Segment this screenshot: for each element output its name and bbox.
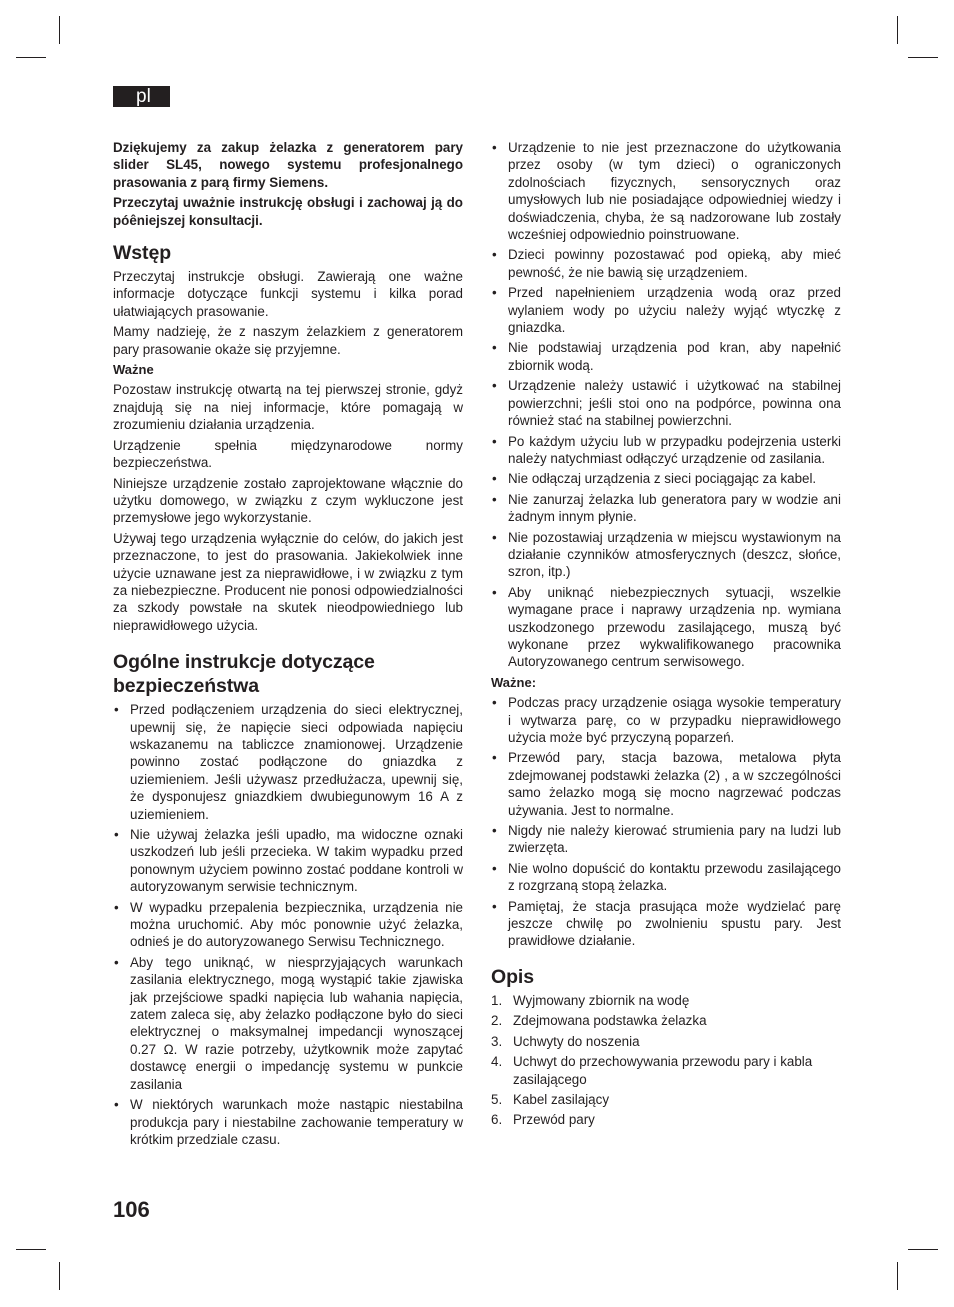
list-item: • Pamiętaj, że stacja prasująca może wydzielać parę jeszcze chwilę po zwolnieniu spustu pary. Jest prawidłowe działanie.: [491, 898, 841, 950]
item-number: 4.: [491, 1054, 503, 1070]
list-item: • Nie odłączaj urządzenia z sieci pociągając za kabel.: [491, 470, 841, 487]
section-heading-opis: Opis: [491, 965, 534, 988]
list-item: • Przed podłączeniem urządzenia do sieci elektrycznej, upewnij się, że napięcie sieci odpowiada napięciu wskazanemu na tabliczce znamionowej. Urządzenie powinno zostać podłączone do gniazdka z uziemieniem. Jeśli używasz przedłużacza, upewnij się, że dysponujesz gniazdkiem dwubiegunowym 16 A z uziemieniem.: [113, 701, 463, 823]
item-number: 6.: [491, 1112, 503, 1128]
crop-mark: [59, 1262, 60, 1290]
crop-mark: [908, 57, 938, 58]
list-item: • W niektórych warunkach może nastąpic niestabilna produkcja pary i niestabilne zachowanie temperatury w krótkim przedziale czasu.: [113, 1096, 463, 1148]
item-text: Przewód pary: [513, 1112, 595, 1128]
note-label: Ważne: [113, 362, 154, 378]
list-item: • Nie pozostawiaj urządzenia w miejscu wystawionym na działanie czynników atmosferycznych (deszcz, słońce, szron, itp.): [491, 529, 841, 581]
paragraph: Pozostaw instrukcję otwartą na tej pierwszej stronie, gdyż znajdują się na niej informacje, które pomagają w zrozumieniu działania urządzenia.: [113, 382, 463, 433]
list-item: [491, 1091, 841, 1108]
item-number: 1.: [491, 992, 503, 1008]
list-item: • Nie zanurzaj żelazka lub generatora pary w wodzie ani żadnym innym płynie.: [491, 491, 841, 526]
item-text: Wyjmowany zbiornik na wodę: [513, 992, 690, 1008]
item-text: Uchwyty do noszenia: [513, 1033, 640, 1049]
intro-paragraph: Dziękujemy za zakup żelazka z generatorem pary slider SL45, nowego systemu profesjonalnego prasowania z parą firmy Siemens.: [113, 140, 463, 190]
right-column: [491, 139, 841, 1132]
list-item: • Nigdy nie należy kierować strumienia pary na ludzi lub zwierzęta.: [491, 822, 841, 857]
paragraph: Niniejsze urządzenie zostało zaprojektowane włącznie do użytku domowego, w związku z czym wykluczone jest przemysłowe jego wykorzystanie.: [113, 475, 463, 526]
item-text: Zdejmowana podstawka żelazka: [513, 1013, 707, 1029]
parts-list: [491, 992, 841, 1129]
list-item: • Nie wolno dopuścić do kontaktu przewodu zasilającego z rozgrzaną stopą żelazka.: [491, 860, 841, 895]
list-item: • Po każdym użyciu lub w przypadku podejrzenia usterki należy natychmiast odłączyć urządzenie od zasilania.: [491, 433, 841, 468]
item-number: 5.: [491, 1091, 503, 1107]
list-item: [491, 1033, 841, 1050]
language-tab: pl: [113, 86, 170, 107]
paragraph: Przeczytaj instrukcje obsługi. Zawierają one ważne informacje dotyczące funkcji systemu i kilka porad ułatwiających prasowanie.: [113, 269, 463, 319]
list-item: • Dzieci powinny pozostawać pod opieką, aby mieć pewność, że nie bawią się urządzeniem.: [491, 246, 841, 281]
crop-mark: [16, 57, 46, 58]
list-item: • Nie podstawiaj urządzenia pod kran, aby napełnić zbiornik wodą.: [491, 339, 841, 374]
item-number: 3.: [491, 1033, 503, 1049]
crop-mark: [897, 1262, 898, 1290]
note-label: Ważne:: [491, 674, 537, 690]
list-item: • Przewód pary, stacja bazowa, metalowa płyta zdejmowanej podstawki żelazka (2) , a w szczególności samo żelazko mogą się mocno nagrzewać podczas używania. Jest to normalne.: [491, 749, 841, 819]
intro-paragraph: Przeczytaj uważnie instrukcję obsługi i zachowaj ją do póêniejszej konsultacji.: [113, 195, 463, 228]
list-item: [491, 1053, 841, 1088]
list-item: • Aby uniknąć niebezpiecznych sytuacji, wszelkie wymagane prace i naprawy urządzenia np. wymiana uszkodzonego przewodu zasilającego, muszą być wykonane przez wykwalifikowanego pracownika Autoryzowanego centrum serwisowego.: [491, 584, 841, 671]
section-heading-safety: Ogólne instrukcje dotyczące bezpieczeństwa: [113, 651, 375, 698]
paragraph: Mamy nadzieję, że z naszym żelazkiem z generatorem pary prasowanie okaże się przyjemne.: [113, 324, 463, 357]
page-number: 106: [113, 1197, 150, 1222]
list-item: • Przed napełnieniem urządzenia wodą oraz przed wylaniem wody po użyciu należy wyjąć wtyczkę z gniazdka.: [491, 284, 841, 336]
section-heading-wstep: Wstęp: [113, 242, 172, 265]
crop-mark: [16, 1249, 46, 1250]
left-column: [113, 139, 463, 1151]
warning-list: [491, 694, 841, 950]
paragraph: Urządzenie spełnia międzynarodowe normy bezpieczeństwa.: [113, 437, 463, 471]
crop-mark: [908, 1249, 938, 1250]
list-item: • Podczas pracy urządzenie osiąga wysokie temperatury i wytwarza parę, co w przypadku nieprawidłowego użycia może być przyczyną poparzeń.: [491, 694, 841, 746]
item-number: 2.: [491, 1013, 503, 1029]
safety-list-continued: [491, 139, 841, 671]
list-item: [491, 1012, 841, 1029]
item-text: Uchwyt do przechowywania przewodu pary i kabla zasilającego: [513, 1054, 813, 1087]
list-item: [491, 1111, 841, 1128]
crop-mark: [897, 16, 898, 44]
item-text: Kabel zasilający: [513, 1091, 610, 1107]
list-item: • Aby tego uniknąć, w niesprzyjających warunkach zasilania elektrycznego, mogą wystąpić takie zjawiska jak przejściowe spadki napięcia lub wahania napięcia, zatem zaleca się, aby żelazko podłączone było do sieci elektrycznej o maksymalnej impedancji wynoszącej 0.27 Ω. W razie potrzeby, użytkownik może zapytać dostawcę energii o impedancję systemu w punkcie zasilania: [113, 954, 463, 1093]
paragraph: Używaj tego urządzenia wyłącznie do celów, do jakich jest przeznaczone, to jest do prasowania. Jakiekolwiek inne użycie uznawane jest za nieprawidłowe, i w związku z tym za niebezpieczne. Producent nie ponosi odpowiedzialności za szkody powstałe na skutek nieodpowiedniego lub nieprawidłowego użycia.: [113, 530, 463, 633]
safety-list: [113, 701, 463, 1148]
crop-mark: [59, 16, 60, 44]
list-item: • Urządzenie należy ustawić i użytkować na stabilnej powierzchni; jeśli stoi ono na podpórce, powinna ona również stać na stabilnej powierzchni.: [491, 377, 841, 429]
list-item: • Urządzenie to nie jest przeznaczone do użytkowania przez osoby (w tym dzieci) o ograniczonych zdolnościach fizycznych, sensorycznych oraz umysłowych lub nie posiadające odpowiedniej wiedzy i doświadczenia, chyba, że są nadzorowane lub zostały wcześniej odpowiednio poinstruowane.: [491, 139, 841, 243]
list-item: [491, 992, 841, 1009]
list-item: • Nie używaj żelazka jeśli upadło, ma widoczne oznaki uszkodzeń lub jeśli przecieka. W takim wypadku przed ponownym użyciem powinno zostać poddane kontroli w autoryzowanym serwisie technicznym.: [113, 826, 463, 896]
list-item: • W wypadku przepalenia bezpiecznika, urządzenia nie można uruchomić. Aby móc ponownie użyć żelazka, odnieś je do autoryzowanego Serwisu Technicznego.: [113, 899, 463, 951]
